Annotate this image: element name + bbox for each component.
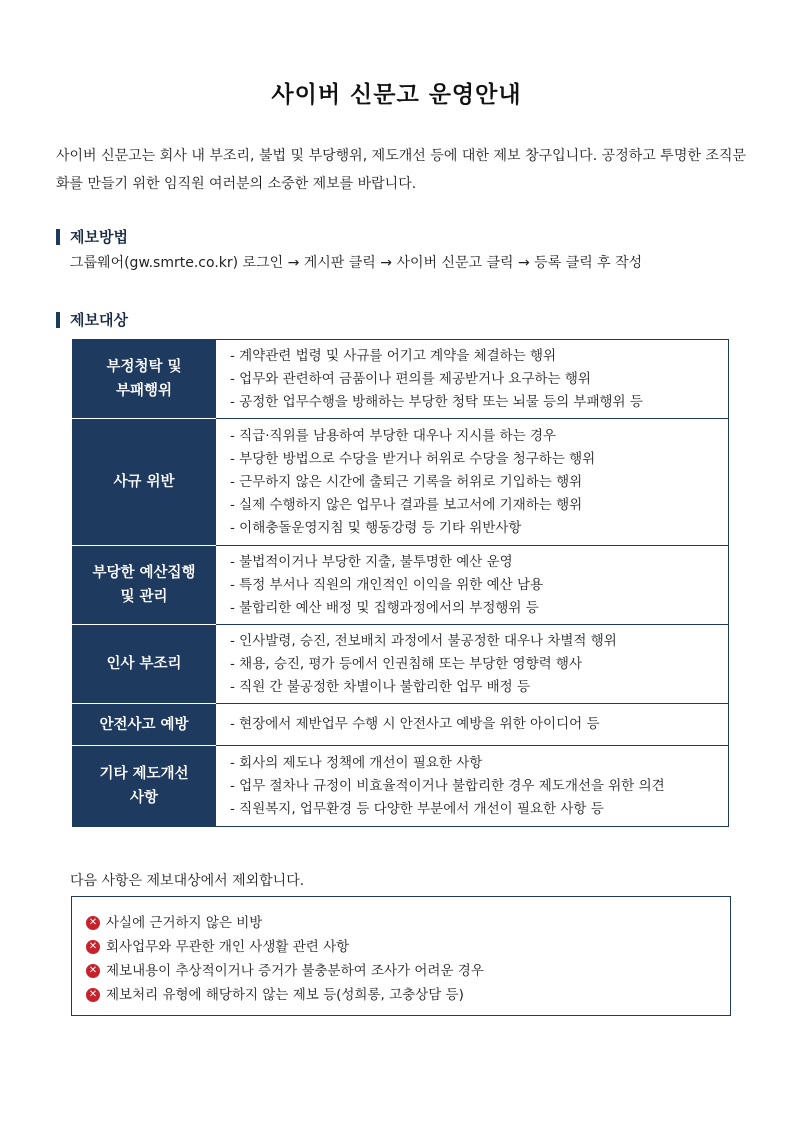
list-item: - 불법적이거나 부당한 지출, 불투명한 예산 운영 xyxy=(230,553,513,570)
section-method xyxy=(56,226,128,247)
category-cell xyxy=(73,419,216,546)
list-item xyxy=(86,911,730,935)
intro-paragraph: 사이버 신문고는 회사 내 부조리, 불법 및 부당행위, 제도개선 등에 대한 제보 창구입니다. 공정하고 투명한 조직문화를 만들기 위한 임직원 여러분의 소중한 제보를 바랍니다. xyxy=(56,148,746,192)
report-targets-table xyxy=(72,339,729,827)
items-cell xyxy=(216,704,729,746)
list-item: - 직급·직위를 남용하여 부당한 대우나 지시를 하는 경우 xyxy=(230,427,557,444)
x-circle-icon: ✕ xyxy=(86,940,100,954)
items-cell xyxy=(216,546,729,625)
category-label: 부패행위 xyxy=(115,383,173,399)
list-item: - 특정 부서나 직원의 개인적인 이익을 위한 예산 남용 xyxy=(230,576,544,593)
list-item: - 업무와 관련하여 금품이나 편의를 제공받거나 요구하는 행위 xyxy=(230,370,591,387)
x-circle-icon: ✕ xyxy=(86,916,100,930)
category-label: 부당한 예산집행 xyxy=(92,565,196,581)
category-label: 사규 위반 xyxy=(113,474,175,490)
table-row xyxy=(73,419,729,546)
list-item: - 채용, 승진, 평가 등에서 인권침해 또는 부당한 영향력 행사 xyxy=(230,655,583,672)
x-circle-icon: ✕ xyxy=(86,988,100,1002)
category-label: 사항 xyxy=(129,790,158,806)
section-heading: 제보방법 xyxy=(70,228,128,246)
x-circle-icon: ✕ xyxy=(86,964,100,978)
method-text: 그룹웨어(gw.smrte.co.kr) 로그인 → 게시판 클릭 → 사이버 신문고 클릭 → 등록 클릭 후 작성 xyxy=(70,255,643,271)
category-cell xyxy=(73,340,216,419)
category-label: 부정청탁 및 xyxy=(106,359,182,375)
list-item xyxy=(86,959,730,983)
list-item: - 계약관련 법령 및 사규를 어기고 계약을 체결하는 행위 xyxy=(230,347,557,364)
list-item: - 공정한 업무수행을 방해하는 부당한 청탁 또는 뇌물 등의 부패행위 등 xyxy=(230,393,643,410)
exclusion-box xyxy=(71,896,731,1016)
list-item: - 현장에서 제반업무 수행 시 안전사고 예방을 위한 아이디어 등 xyxy=(230,716,600,732)
exclusion-text: 회사업무와 무관한 개인 사생활 관련 사항 xyxy=(106,939,350,955)
items-cell xyxy=(216,625,729,704)
list-item: - 인사발령, 승진, 전보배치 과정에서 불공정한 대우나 차별적 행위 xyxy=(230,632,617,649)
table-row xyxy=(73,340,729,419)
exclusion-text: 사실에 근거하지 않은 비방 xyxy=(106,915,263,931)
list-item: - 불합리한 예산 배정 및 집행과정에서의 부정행위 등 xyxy=(230,599,539,616)
list-item: - 회사의 제도나 정책에 개선이 필요한 사항 xyxy=(230,754,483,771)
table-row xyxy=(73,704,729,746)
category-label: 안전사고 예방 xyxy=(99,716,189,733)
list-item xyxy=(86,983,730,1007)
table-row xyxy=(73,625,729,704)
list-item: - 이해충돌운영지침 및 행동강령 등 기타 위반사항 xyxy=(230,519,522,536)
exclusion-note: 다음 사항은 제보대상에서 제외합니다. xyxy=(70,873,305,889)
exclusion-text: 제보내용이 추상적이거나 증거가 불충분하여 조사가 어려운 경우 xyxy=(106,963,484,979)
exclusion-text: 제보처리 유형에 해당하지 않는 제보 등(성희롱, 고충상담 등) xyxy=(106,987,464,1003)
category-cell xyxy=(73,546,216,625)
list-item: - 실제 수행하지 않은 업무나 결과를 보고서에 기재하는 행위 xyxy=(230,496,583,513)
category-cell xyxy=(73,625,216,704)
items-cell xyxy=(216,340,729,419)
list-item xyxy=(86,935,730,959)
category-cell xyxy=(73,746,216,827)
section-bar xyxy=(56,229,60,245)
section-targets xyxy=(56,309,128,330)
items-cell xyxy=(216,419,729,546)
list-item: - 직원 간 불공정한 차별이나 불합리한 업무 배정 등 xyxy=(230,678,531,695)
list-item: - 부당한 방법으로 수당을 받거나 허위로 수당을 청구하는 행위 xyxy=(230,450,596,467)
list-item: - 업무 절차나 규정이 비효율적이거나 불합리한 경우 제도개선을 위한 의견 xyxy=(230,777,665,794)
section-bar xyxy=(56,312,60,328)
list-item: - 근무하지 않은 시간에 출퇴근 기록을 허위로 기입하는 행위 xyxy=(230,473,583,490)
category-label: 인사 부조리 xyxy=(106,656,182,672)
category-label: 및 관리 xyxy=(120,589,168,605)
section-heading: 제보대상 xyxy=(70,311,128,329)
table-row xyxy=(73,746,729,827)
category-cell xyxy=(73,704,216,746)
category-label: 기타 제도개선 xyxy=(99,766,189,782)
table-row xyxy=(73,546,729,625)
page-title: 사이버 신문고 운영안내 xyxy=(271,82,522,108)
items-cell xyxy=(216,746,729,827)
list-item: - 직원복지, 업무환경 등 다양한 부분에서 개선이 필요한 사항 등 xyxy=(230,800,604,817)
